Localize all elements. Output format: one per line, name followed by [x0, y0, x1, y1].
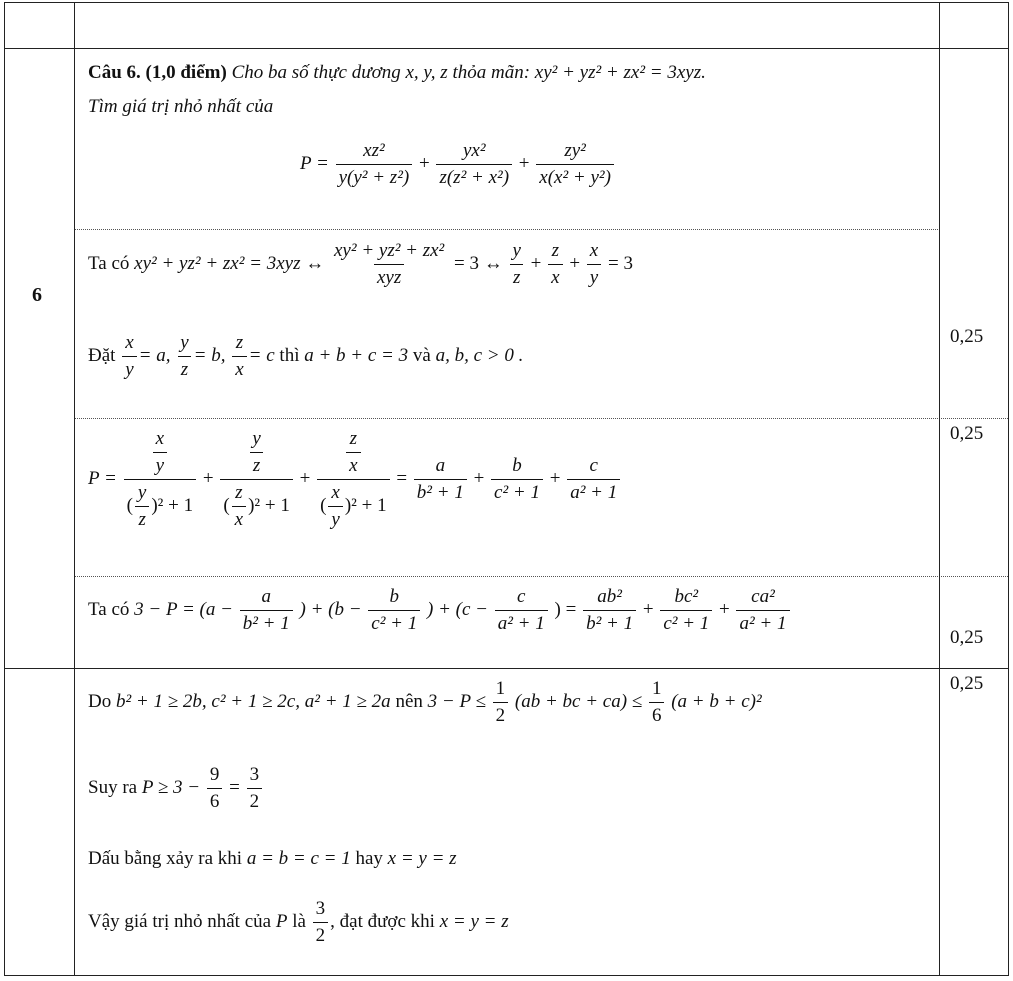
text: hay — [355, 848, 383, 869]
equals: = — [229, 776, 240, 798]
p-term-2-den: z(z² + x²) — [436, 164, 512, 189]
frac-num: bc² — [674, 586, 699, 607]
abc-positive: a, b, c > 0 . — [435, 344, 524, 366]
frac-den: a² + 1 — [736, 610, 789, 635]
expr: ) = — [554, 598, 577, 620]
frac-num: c — [589, 455, 598, 476]
plus: + — [569, 252, 581, 274]
expr: x = y = z — [439, 910, 509, 932]
frac-den: xyz — [374, 264, 404, 289]
plus: + — [202, 467, 214, 489]
frac-den: y — [328, 506, 342, 531]
p-term-2-num: yx² — [462, 140, 486, 161]
expr: ) + (c − — [427, 598, 488, 620]
prompt-text: thỏa mãn: — [452, 62, 531, 83]
frac-num: x — [155, 428, 165, 449]
plus: + — [549, 467, 561, 489]
text: Ta có — [88, 252, 130, 274]
p-lhs: P = — [88, 467, 117, 489]
prompt-text: Cho ba số thực dương — [231, 62, 401, 83]
expr: 3 − P = (a − — [134, 598, 233, 620]
equation: xy² + yz² + zx² = 3xyz — [134, 252, 301, 274]
p-lhs: P = — [300, 152, 329, 174]
expr: a = b = c = 1 — [246, 848, 351, 869]
iff-symbol: ↔ — [305, 252, 325, 274]
sub-b: = b, — [193, 344, 226, 366]
step4-line3 — [88, 848, 457, 870]
text: là — [292, 910, 306, 932]
frac-num: y — [180, 332, 189, 353]
column-divider — [939, 2, 940, 976]
text: thì — [279, 344, 300, 366]
frac-den: b² + 1 — [240, 610, 293, 635]
table-left-border — [4, 2, 5, 976]
step3-line — [88, 586, 792, 635]
row-divider — [4, 48, 1008, 49]
step4-line2 — [88, 764, 264, 813]
score-step1: 0,25 — [950, 326, 984, 347]
frac-den: z — [178, 356, 191, 381]
frac-den: 2 — [493, 702, 509, 727]
frac-num: z — [349, 428, 358, 449]
question-header: Câu 6. (1,0 điểm) — [88, 62, 227, 83]
frac-den: 2 — [313, 922, 329, 947]
p-term-3-den: x(x² + y²) — [536, 164, 614, 189]
question-statement — [88, 62, 706, 84]
p-term-3-num: zy² — [564, 140, 586, 161]
step4-line1 — [88, 678, 762, 727]
row-divider — [74, 418, 1008, 419]
frac-den: y — [122, 356, 136, 381]
p-term-1-num: xz² — [363, 140, 385, 161]
frac-den: b² + 1 — [583, 610, 636, 635]
step4-line4 — [88, 898, 509, 947]
score-step4: 0,25 — [950, 673, 984, 694]
plus: + — [473, 467, 485, 489]
text: Ta có — [88, 598, 130, 620]
score-step2: 0,25 — [950, 423, 984, 444]
row-divider — [4, 668, 1008, 669]
frac-num: z — [235, 332, 244, 353]
text: Đặt — [88, 344, 116, 366]
table-top-border — [4, 2, 1008, 3]
table-right-border — [1008, 2, 1009, 976]
frac-num: z — [235, 482, 243, 503]
text: Suy ra — [88, 776, 138, 798]
frac-num: 3 — [315, 898, 326, 919]
frac-den: c² + 1 — [491, 479, 543, 504]
frac-num: y — [252, 428, 261, 449]
frac-num: 9 — [209, 764, 220, 785]
frac-den: x — [232, 506, 246, 531]
frac-den: y — [153, 452, 167, 477]
row-divider — [74, 576, 1008, 577]
plus: + — [642, 598, 654, 620]
condition: xy² + yz² + zx² = 3xyz. — [534, 62, 706, 83]
frac-num: a — [435, 455, 446, 476]
plus: + — [530, 252, 542, 274]
frac-den: z — [250, 452, 263, 477]
variables: x, y, z — [405, 62, 448, 83]
var-p: P — [275, 910, 288, 932]
frac-num: ca² — [751, 586, 775, 607]
frac-den: c² + 1 — [368, 610, 420, 635]
frac-den: a² + 1 — [495, 610, 548, 635]
frac-num: 1 — [651, 678, 662, 699]
expr: (ab + bc + ca) ≤ — [514, 690, 643, 712]
step1-line1 — [88, 240, 633, 289]
square-tail: )² + 1 — [344, 494, 387, 516]
frac-den: x — [346, 452, 360, 477]
frac-den: 6 — [649, 702, 665, 727]
equals: = 3 — [607, 252, 633, 274]
step1-line2 — [88, 332, 523, 381]
expr: ) + (b − — [299, 598, 362, 620]
text: và — [412, 344, 431, 366]
frac-den: 2 — [247, 788, 263, 813]
square-tail: )² + 1 — [248, 494, 290, 516]
expr: (a + b + c)² — [671, 690, 762, 712]
plus: + — [299, 467, 311, 489]
p-expression — [300, 140, 616, 189]
frac-den: a² + 1 — [567, 479, 620, 504]
frac-num: a — [261, 586, 271, 607]
frac-num: 1 — [495, 678, 506, 699]
frac-num: xy² + yz² + zx² — [334, 240, 445, 261]
frac-den: c² + 1 — [660, 610, 712, 635]
equals: = 3 — [454, 252, 479, 274]
expr: x = y = z — [387, 848, 457, 869]
frac-den: 6 — [207, 788, 223, 813]
frac-den: x — [232, 356, 246, 381]
frac-den: z — [135, 506, 148, 531]
frac-den: y — [587, 264, 601, 289]
abc-sum: a + b + c = 3 — [304, 344, 409, 366]
text: Do — [88, 690, 112, 712]
plus: + — [719, 598, 730, 620]
p-term-1-den: y(y² + z²) — [336, 164, 413, 189]
frac-num: x — [589, 240, 599, 261]
question-number: 6 — [32, 284, 42, 306]
frac-num: x — [331, 482, 340, 503]
frac-num: ab² — [597, 586, 622, 607]
frac-num: y — [512, 240, 521, 261]
frac-num: y — [137, 482, 147, 503]
table-bottom-border — [4, 975, 1008, 976]
text: nên — [395, 690, 423, 712]
frac-num: c — [517, 586, 526, 607]
inequalities: b² + 1 ≥ 2b, c² + 1 ≥ 2c, a² + 1 ≥ 2a — [115, 690, 391, 712]
frac-den: b² + 1 — [414, 479, 467, 504]
score-step3: 0,25 — [950, 627, 984, 648]
frac-den: z — [510, 264, 523, 289]
step2-line: P = $\frac{x}{y}$ ( $\frac{y}{z}$ )² + 1 + $\frac{y}{z}$ ( $\frac{z}{x}$ )² + 1 + $\frac{z}{x}$ ( $\frac{x}{y}$ )² + 1 = $\frac{a}{\text{b² + 1}}$ + $\frac{b}{\text{c² + 1}}$ + $\frac{c}{\text{a² + 1}}$ — [88, 428, 622, 531]
sub-a: = a, — [138, 344, 171, 366]
question-line-2 — [88, 96, 273, 118]
frac-num: z — [551, 240, 560, 261]
frac-num: x — [125, 332, 134, 353]
prompt-text: Tìm giá trị nhỏ nhất của — [88, 96, 274, 117]
expr: 3 − P ≤ — [427, 690, 486, 712]
frac-den: x — [548, 264, 562, 289]
plus: + — [418, 152, 430, 174]
equals: = — [396, 467, 408, 489]
frac-num: b — [389, 586, 400, 607]
square-tail: )² + 1 — [151, 494, 194, 516]
sub-c: = c — [248, 344, 275, 366]
iff-symbol: ↔ — [483, 252, 503, 274]
text: Dấu bằng xảy ra khi — [88, 848, 243, 869]
text: , đạt được khi — [330, 910, 435, 932]
expr: P ≥ 3 − — [141, 776, 201, 798]
row-divider — [74, 229, 940, 230]
frac-num: b — [512, 455, 522, 476]
frac-num: 3 — [249, 764, 260, 785]
text: Vậy giá trị nhỏ nhất của — [88, 910, 272, 932]
plus: + — [518, 152, 530, 174]
column-divider — [74, 2, 75, 976]
